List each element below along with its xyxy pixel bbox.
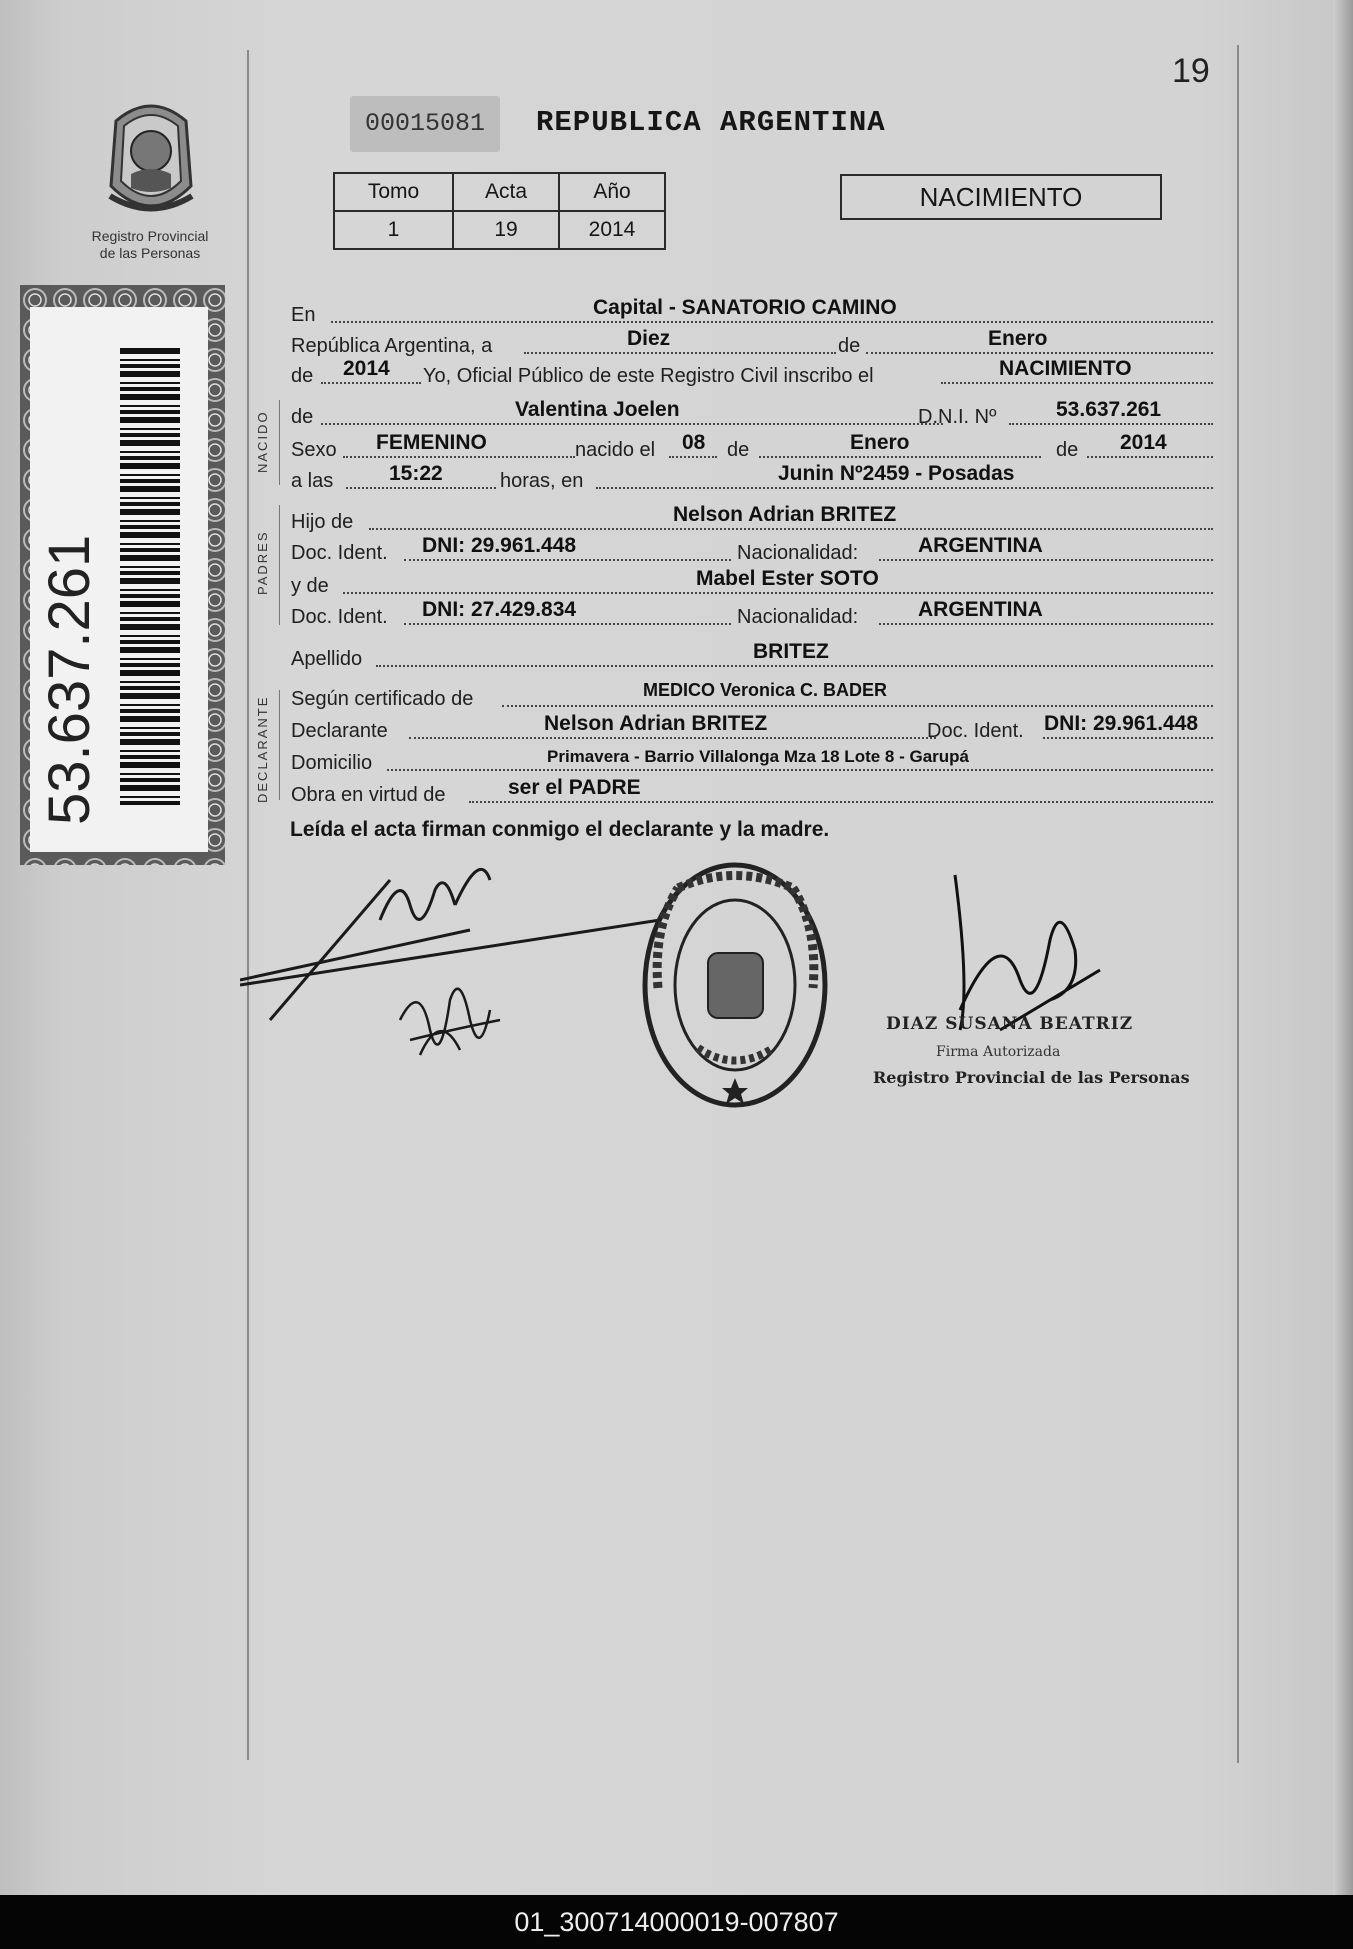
dotted-rule bbox=[596, 487, 1213, 489]
page-number: 19 bbox=[1172, 52, 1210, 90]
label-de-birth-year: de bbox=[1056, 439, 1079, 461]
label-yo-oficial: Yo, Oficial Público de este Registro Civil inscribo el bbox=[423, 365, 874, 387]
registry-name-line1: Registro Provincial bbox=[91, 228, 209, 244]
value-birth-time: 15:22 bbox=[389, 462, 443, 485]
label-doc-ident-mother: Doc. Ident. bbox=[291, 606, 388, 628]
section-divider-declarante bbox=[279, 690, 280, 800]
label-de-year: de bbox=[291, 365, 314, 387]
barcode-bars bbox=[120, 345, 180, 805]
dotted-rule bbox=[404, 623, 731, 625]
line-time-place bbox=[291, 462, 1213, 492]
dotted-rule bbox=[879, 623, 1213, 625]
value-declarant-name: Nelson Adrian BRITEZ bbox=[544, 712, 768, 735]
line-registration bbox=[291, 357, 1213, 387]
line-father bbox=[291, 503, 1213, 533]
label-domicilio: Domicilio bbox=[291, 752, 373, 774]
value-sex: FEMENINO bbox=[376, 431, 487, 454]
value-certificate: MEDICO Veronica C. BADER bbox=[643, 680, 888, 700]
table-value-anio: 2014 bbox=[559, 211, 665, 249]
record-index-table bbox=[333, 172, 666, 250]
signatory-registry: Registro Provincial de las Personas bbox=[873, 1068, 1190, 1087]
line-birth bbox=[291, 431, 1213, 461]
serial-number: 00015081 bbox=[350, 96, 500, 152]
value-day-text: Diez bbox=[627, 327, 671, 350]
mother-signature bbox=[390, 960, 510, 1080]
value-father-doc: DNI: 29.961.448 bbox=[422, 534, 577, 557]
label-de-name: de bbox=[291, 406, 314, 428]
scan-footer bbox=[0, 1895, 1353, 1949]
value-birth-day: 08 bbox=[682, 431, 706, 454]
dotted-rule bbox=[387, 769, 1213, 771]
country-title: REPUBLICA ARGENTINA bbox=[536, 106, 886, 139]
value-declarant-doc: DNI: 29.961.448 bbox=[1044, 712, 1199, 735]
dotted-rule bbox=[669, 456, 717, 458]
dotted-rule bbox=[502, 705, 1213, 707]
line-mother-doc bbox=[291, 598, 1213, 628]
label-obra-en-virtud: Obra en virtud de bbox=[291, 784, 446, 806]
section-label-nacido: NACIDO bbox=[255, 410, 270, 473]
line-mother bbox=[291, 567, 1213, 597]
value-year: 2014 bbox=[343, 357, 390, 380]
dotted-rule bbox=[409, 737, 936, 739]
dotted-rule bbox=[346, 487, 496, 489]
footer-code: 01_300714000019-007807 bbox=[514, 1907, 839, 1937]
table-header-row bbox=[334, 173, 665, 211]
dotted-rule bbox=[469, 801, 1213, 803]
value-father-nationality: ARGENTINA bbox=[918, 534, 1043, 557]
record-type-box: NACIMIENTO bbox=[840, 174, 1162, 220]
dotted-rule bbox=[404, 559, 731, 561]
table-value-row bbox=[334, 211, 665, 249]
label-declarante: Declarante bbox=[291, 720, 388, 742]
right-margin-line bbox=[1237, 45, 1239, 1763]
label-dni: D.N.I. Nº bbox=[918, 406, 997, 428]
dotted-rule bbox=[343, 456, 575, 458]
section-divider-nacido bbox=[279, 400, 280, 485]
page-edge bbox=[1333, 0, 1353, 1895]
label-doc-ident-declarant: Doc. Ident. bbox=[927, 720, 1024, 742]
label-apellido: Apellido bbox=[291, 648, 363, 670]
label-de-month: de bbox=[727, 439, 750, 461]
dotted-rule bbox=[866, 352, 1213, 354]
label-horas-en: horas, en bbox=[500, 470, 584, 492]
line-father-doc bbox=[291, 534, 1213, 564]
value-record-type: NACIMIENTO bbox=[999, 357, 1132, 380]
value-mother-nationality: ARGENTINA bbox=[918, 598, 1043, 621]
dotted-rule bbox=[331, 321, 1213, 323]
label-nacionalidad-mother: Nacionalidad: bbox=[737, 606, 859, 628]
barcode-number: 53.637.261 bbox=[37, 534, 102, 825]
section-divider-padres bbox=[279, 505, 280, 625]
table-header-acta: Acta bbox=[453, 173, 559, 211]
label-sexo: Sexo bbox=[291, 439, 337, 461]
label-hijo-de: Hijo de bbox=[291, 511, 354, 533]
label-de: de bbox=[838, 335, 861, 357]
value-mother-doc: DNI: 27.429.834 bbox=[422, 598, 577, 621]
value-capacity: ser el PADRE bbox=[508, 776, 641, 799]
dotted-rule bbox=[524, 352, 836, 354]
table-value-acta: 19 bbox=[453, 211, 559, 249]
dotted-rule bbox=[321, 423, 943, 425]
line-date bbox=[291, 327, 1213, 357]
dotted-rule bbox=[376, 665, 1213, 667]
closing-statement: Leída el acta firman conmigo el declarante y la madre. bbox=[290, 818, 830, 841]
line-capacity bbox=[291, 776, 1213, 806]
dotted-rule bbox=[941, 382, 1213, 384]
label-republica: República Argentina, a bbox=[291, 335, 493, 357]
registry-name-line2: de las Personas bbox=[99, 245, 201, 261]
label-doc-ident-father: Doc. Ident. bbox=[291, 542, 388, 564]
line-declarant bbox=[291, 712, 1213, 742]
section-label-padres: PADRES bbox=[255, 530, 270, 595]
table-header-anio: Año bbox=[559, 173, 665, 211]
signatory-name: DIAZ SUSANA BEATRIZ bbox=[886, 1014, 1134, 1034]
value-surname: BRITEZ bbox=[753, 640, 829, 663]
label-a-las: a las bbox=[291, 470, 334, 492]
line-place bbox=[291, 296, 1213, 326]
value-father-name: Nelson Adrian BRITEZ bbox=[673, 503, 897, 526]
barcode-label bbox=[20, 285, 225, 865]
section-label-declarante: DECLARANTE bbox=[255, 695, 270, 803]
misiones-emblem bbox=[96, 96, 206, 226]
line-address bbox=[291, 747, 1213, 774]
dotted-rule bbox=[1009, 423, 1213, 425]
dotted-rule bbox=[369, 528, 1213, 530]
dotted-rule bbox=[879, 559, 1213, 561]
label-y-de: y de bbox=[291, 575, 329, 597]
value-child-name: Valentina Joelen bbox=[515, 398, 680, 421]
table-header-tomo: Tomo bbox=[334, 173, 453, 211]
label-en: En bbox=[291, 304, 316, 326]
dotted-rule bbox=[321, 382, 421, 384]
label-nacido-el: nacido el bbox=[575, 439, 656, 461]
value-address: Primavera - Barrio Villalonga Mza 18 Lote 8 - Garupá bbox=[547, 747, 969, 766]
value-birth-month: Enero bbox=[850, 431, 910, 454]
value-child-dni: 53.637.261 bbox=[1056, 398, 1162, 421]
value-month: Enero bbox=[988, 327, 1048, 350]
value-birth-year: 2014 bbox=[1120, 431, 1167, 454]
label-nacionalidad-father: Nacionalidad: bbox=[737, 542, 859, 564]
line-name bbox=[291, 398, 1213, 428]
registry-name bbox=[70, 228, 230, 262]
dotted-rule bbox=[1087, 456, 1213, 458]
dotted-rule bbox=[1043, 737, 1213, 739]
table-value-tomo: 1 bbox=[334, 211, 453, 249]
signatory-role: Firma Autorizada bbox=[936, 1044, 1061, 1060]
line-surname bbox=[291, 640, 1213, 670]
label-segun-certificado: Según certificado de bbox=[291, 688, 474, 710]
dotted-rule bbox=[759, 456, 1041, 458]
dotted-rule bbox=[343, 592, 1213, 594]
value-place: Capital - SANATORIO CAMINO bbox=[593, 296, 897, 319]
line-certificate bbox=[291, 680, 1213, 710]
value-mother-name: Mabel Ester SOTO bbox=[696, 567, 879, 590]
value-birth-place: Junin Nº2459 - Posadas bbox=[778, 462, 1015, 485]
registry-stamp bbox=[638, 858, 833, 1113]
